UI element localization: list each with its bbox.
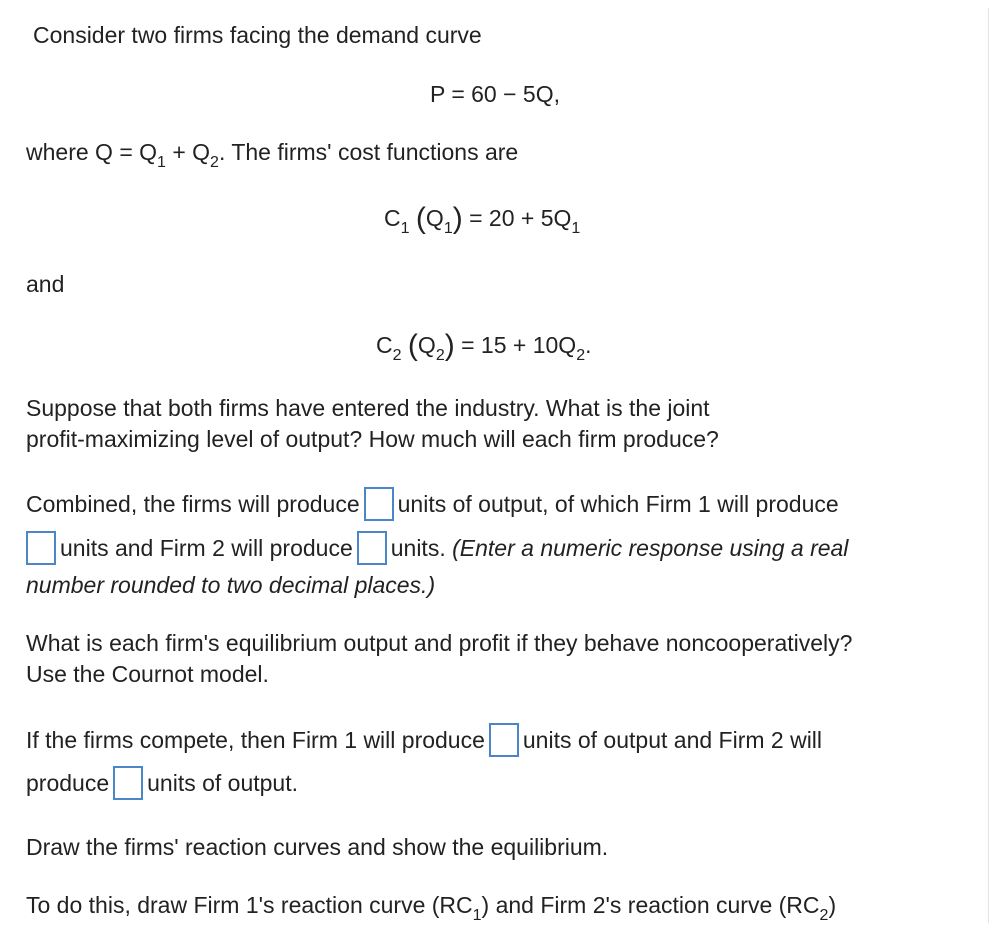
open-paren: (	[407, 329, 418, 362]
question-1-line-2: profit-maximizing level of output? How much will each firm produce?	[26, 426, 719, 452]
answer-1-line-1	[26, 487, 839, 523]
instruction-mid: ) and Firm 2's reaction curve (RC	[481, 892, 820, 918]
instruction-lead: To do this, draw Firm 1's reaction curve (RC	[26, 892, 473, 918]
answer-2-line-2	[26, 766, 298, 802]
close-paren: )	[444, 329, 455, 362]
intro-text: Consider two firms facing the demand curve	[33, 22, 482, 48]
where-trail: . The firms' cost functions are	[218, 139, 519, 165]
open-paren: (	[415, 202, 426, 235]
where-sub2: 2	[210, 154, 219, 171]
combined-output-input[interactable]	[364, 487, 394, 521]
answer1-hint-a: (Enter a numeric response using a real	[452, 535, 849, 561]
where-text	[26, 137, 518, 171]
cost-function-2	[376, 329, 592, 364]
instruction-trail: )	[828, 892, 837, 918]
answer2-text-b: units of output and Firm 2 will	[522, 727, 823, 753]
where-sub1: 1	[157, 154, 166, 171]
cost1-c-sub: 1	[400, 220, 410, 237]
cost-function-1	[384, 202, 580, 237]
cost2-rhs: = 15 + 10Q	[461, 332, 577, 358]
cost2-rhs-sub: 2	[576, 347, 586, 364]
draw-instruction: Draw the firms' reaction curves and show the equilibrium.	[26, 834, 609, 860]
cost2-c: C	[376, 332, 393, 358]
cost2-trail: .	[585, 332, 592, 358]
cost1-q-sub: 1	[443, 220, 453, 237]
answer-1-line-2	[22, 531, 848, 567]
question-1-line-1: Suppose that both firms have entered the industry. What is the joint	[26, 395, 710, 421]
answer1-text-d: units.	[390, 535, 446, 561]
instruction-sub2: 2	[819, 907, 829, 924]
cost2-q-sub: 2	[435, 347, 445, 364]
answer1-text-b: units of output, of which Firm 1 will produce	[397, 491, 839, 517]
cost1-c: C	[384, 205, 401, 231]
firm1-cournot-output-input[interactable]	[489, 723, 519, 757]
question-2-line-1: What is each firm's equilibrium output and profit if they behave noncooperatively?	[26, 630, 853, 656]
answer2-text-d: units of output.	[147, 770, 299, 796]
answer1-text-c: units and Firm 2 will produce	[60, 535, 353, 561]
firm2-joint-output-input[interactable]	[357, 531, 387, 565]
demand-equation: P = 60 − 5Q,	[430, 81, 561, 107]
question-2-line-2: Use the Cournot model.	[26, 661, 269, 687]
cost2-q: Q	[417, 332, 436, 358]
answer2-text-c: produce	[26, 770, 110, 796]
and-text: and	[26, 271, 65, 297]
right-border	[988, 8, 989, 923]
cost1-rhs-sub: 1	[571, 220, 581, 237]
instruction-sub1: 1	[472, 907, 482, 924]
answer2-text-a: If the firms compete, then Firm 1 will produce	[26, 727, 485, 753]
cost2-c-sub: 2	[392, 347, 402, 364]
where-plus: + Q	[165, 139, 211, 165]
answer-2-line-1	[26, 723, 822, 759]
firm1-joint-output-input[interactable]	[26, 531, 56, 565]
where-lead: where Q = Q	[26, 139, 158, 165]
answer1-text-a: Combined, the firms will produce	[26, 491, 360, 517]
cost1-rhs: = 20 + 5Q	[469, 205, 572, 231]
answer-1-hint-line: number rounded to two decimal places.)	[26, 572, 436, 598]
firm2-cournot-output-input[interactable]	[113, 766, 143, 800]
cost1-q: Q	[425, 205, 444, 231]
reaction-curve-instruction	[26, 890, 836, 924]
close-paren: )	[452, 202, 463, 235]
